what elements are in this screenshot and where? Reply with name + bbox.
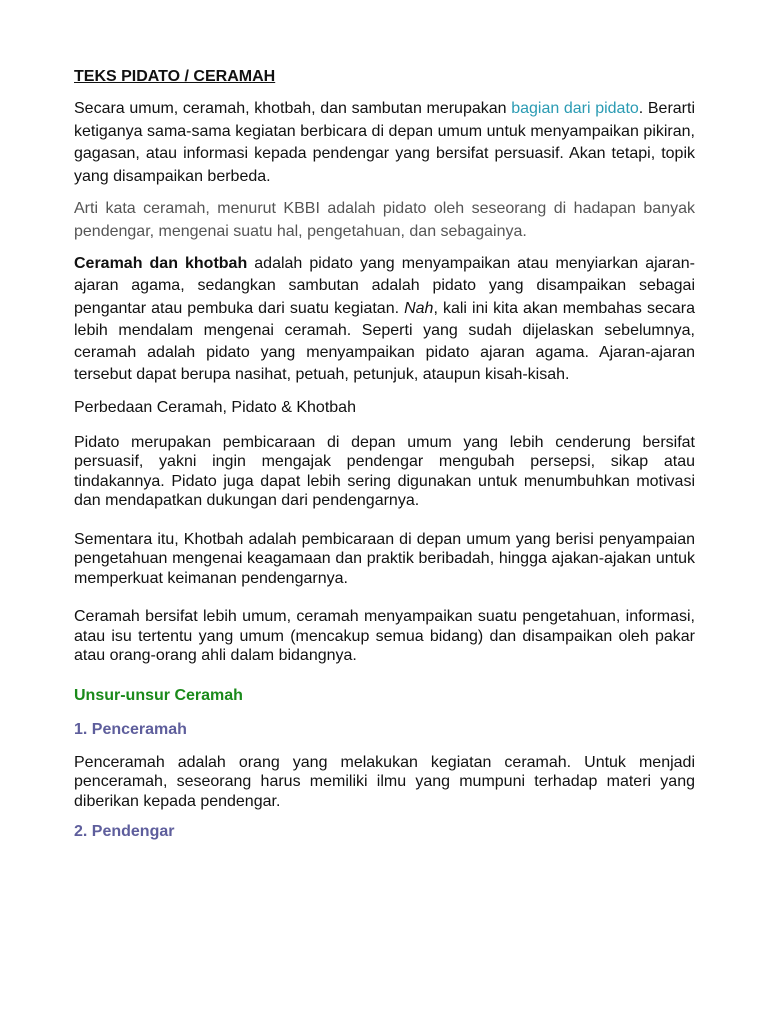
intro-text-start: Secara umum, ceramah, khotbah, dan sambutan merupakan: [74, 100, 512, 117]
ceramah-umum-paragraph: Ceramah bersifat lebih umum, ceramah menyampaikan suatu pengetahuan, informasi, atau isu tertentu yang umum (mencakup semua bidang) dan disampaikan oleh pakar atau orang-orang ahli dalam bidangnya.: [74, 608, 695, 665]
penceramah-heading: 1. Penceramah: [74, 720, 187, 738]
penceramah-paragraph: Penceramah adalah orang yang melakukan kegiatan ceramah. Untuk menjadi penceramah, seseorang harus memiliki ilmu yang mumpuni terhadap materi yang diberikan kepada pendengar.: [74, 753, 695, 810]
document-title: TEKS PIDATO / CERAMAH: [74, 68, 276, 85]
khotbah-paragraph: Sementara itu, Khotbah adalah pembicaraan di depan umum yang berisi penyampaian pengetahuan mengenai keagamaan dan praktik beribadah, hingga ajakan-ajakan untuk memperkuat keimanan pendengarnya.: [74, 530, 695, 587]
ceramah-text-end: , kali ini kita akan membahas secara lebih mendalam mengenai ceramah. Seperti yang sudah dijelaskan sebelumnya, ceramah adalah pidato yang menyampaikan pidato ajaran agama. Ajaran-ajaran tersebut dapat berupa nasihat, petuah, petunjuk, ataupun kisah-kisah.: [74, 299, 695, 384]
unsur-ceramah-heading: Unsur-unsur Ceramah: [74, 686, 243, 704]
kbbi-paragraph: Arti kata ceramah, menurut KBBI adalah pidato oleh seseorang di hadapan banyak pendengar, mengenai suatu hal, pengetahuan, dan sebagainya.: [74, 200, 695, 240]
intro-text-end: . Berarti ketiganya sama-sama kegiatan berbicara di depan umum untuk menyampaikan pikiran, gagasan, atau informasi kepada pendengar yang bersifat persuasif. Akan tetapi, topik yang disampaikan berbeda.: [74, 100, 696, 185]
intro-paragraph: [74, 98, 695, 188]
nah-italic: Nah: [404, 299, 434, 317]
bagian-dari-pidato-link[interactable]: bagian dari pidato: [511, 100, 639, 117]
perbedaan-heading: Perbedaan Ceramah, Pidato & Khotbah: [74, 398, 356, 416]
ceramah-text-start: adalah pidato yang menyampaikan atau menyiarkan ajaran-ajaran agama, sedangkan sambutan adalah pidato yang disampaikan sebagai pengantar atau pembuka dari suatu kegiatan.: [74, 255, 696, 317]
ceramah-khotbah-paragraph: [74, 253, 695, 387]
pendengar-heading: 2. Pendengar: [74, 823, 175, 841]
pidato-paragraph: Pidato merupakan pembicaraan di depan umum yang lebih cenderung bersifat persuasif, yakni ingin mengajak pendengar mengubah persepsi, sikap atau tindakannya. Pidato juga dapat lebih sering digunakan untuk menumbuhkan motivasi dan mendapatkan dukungan dari pendengarnya.: [74, 433, 695, 510]
ceramah-khotbah-bold-lead: Ceramah dan khotbah: [74, 255, 248, 272]
